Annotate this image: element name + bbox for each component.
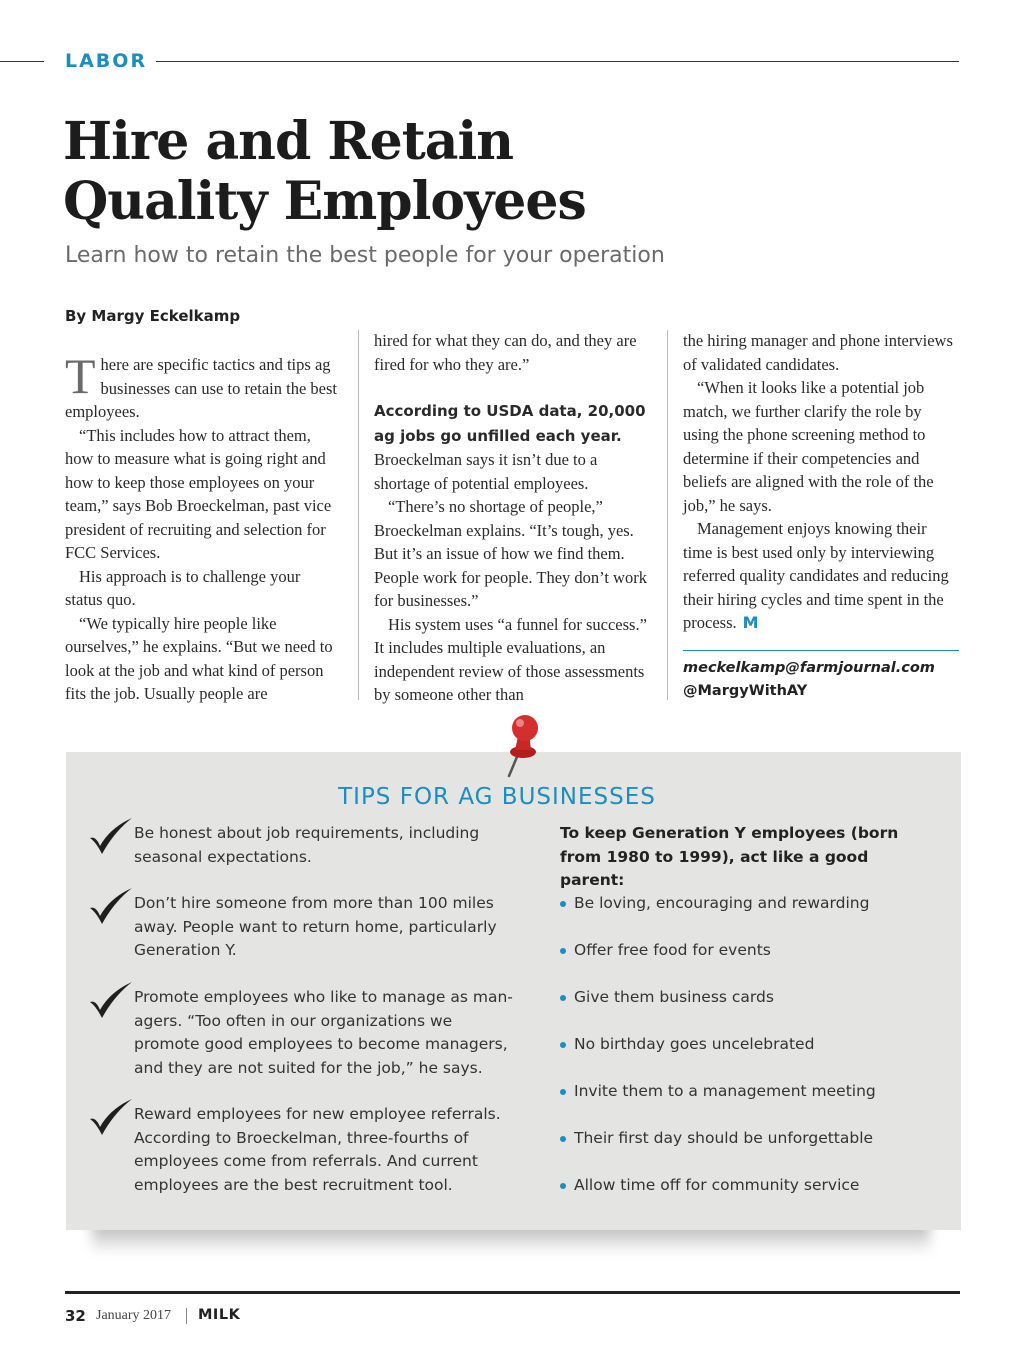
article-paragraph — [683, 517, 959, 635]
tips-title: TIPS FOR AG BUSINESSES — [338, 784, 656, 810]
section-rule-left — [0, 61, 44, 62]
checkmark-icon — [88, 886, 134, 926]
list-item: Offer free food for events — [560, 939, 876, 986]
list-item: No birthday goes uncelebrated — [560, 1033, 876, 1080]
bullet-dot-icon — [560, 1042, 566, 1048]
list-item: Their first day should be unforgettable — [560, 1127, 876, 1174]
author-email-link[interactable]: meckelkamp@farmjournal.com — [683, 660, 935, 676]
tip-item: Reward employees for new employee referrals. According to Broeckelman, three-fourths of employees come from referrals. And current employees are the best recruitment tool. — [134, 1105, 501, 1194]
footer-separator — [186, 1308, 187, 1324]
column-divider — [358, 330, 359, 700]
article-paragraph: the hiring manager and phone interviews of validated candidates. — [683, 331, 953, 374]
list-item: Be loving, encouraging and rewarding — [560, 892, 876, 939]
page-number: 32 — [65, 1307, 86, 1325]
magazine-logo: MILK — [198, 1307, 241, 1323]
article-paragraph: His approach is to challenge your status quo. — [65, 566, 301, 609]
pushpin-icon — [497, 712, 549, 780]
article-paragraph — [374, 399, 650, 495]
article-paragraph: “We typically hire people like ourselves,” he explains. “But we need to look at the job and what kind of person fits the job. Usually people are — [65, 613, 333, 703]
contact-rule — [683, 650, 959, 651]
list-item: Invite them to a management meeting — [560, 1080, 876, 1127]
headline — [63, 112, 586, 232]
article-paragraph: “There’s no shortage of people,” Broeckelman explains. “It’s tough, yes. But it’s an issue of how we find them. People work for people. They don’t work for businesses.” — [374, 497, 647, 610]
article-paragraph — [65, 348, 341, 424]
checkmark-icon — [88, 1097, 134, 1137]
subhead: Learn how to retain the best people for your operation — [65, 243, 665, 268]
bullet-dot-icon — [560, 1183, 566, 1189]
headline-line-2: Quality Employees — [63, 171, 586, 232]
article-paragraph: “When it looks like a potential job match, we further clarify the role by using the phone screening method to determine if their competencies and beliefs are aligned with the role of the job,” he says. — [683, 378, 934, 515]
bullet-dot-icon — [560, 995, 566, 1001]
article-column-3 — [683, 329, 959, 635]
checkmark-icon — [88, 816, 134, 856]
drop-cap: T — [65, 348, 96, 404]
tip-item: Be honest about job requirements, including seasonal expectations. — [134, 824, 480, 866]
bullet-dot-icon — [560, 1136, 566, 1142]
section-label: LABOR — [65, 50, 148, 72]
article-paragraph: His system uses “a funnel for success.” It includes multiple evaluations, an independent review of those assessments by someone other than — [374, 614, 647, 704]
end-mark: M — [742, 613, 759, 632]
article-paragraph: “This includes how to attract them, how to measure what is going right and how to keep those employees on your team,” says Bob Broeckelman, past vice president of recruiting and selection for FCC Services. — [65, 425, 332, 562]
checkmark-icon — [88, 980, 134, 1020]
bullet-dot-icon — [560, 1089, 566, 1095]
bullet-dot-icon — [560, 901, 566, 907]
author-social-handle[interactable]: @MargyWithAY — [683, 683, 808, 699]
tip-item: Don’t hire someone from more than 100 miles away. People want to return home, particularly Generation Y. — [134, 894, 497, 959]
footer-rule — [65, 1291, 960, 1294]
article-column-1 — [65, 348, 341, 706]
paragraph-text: Broeckelman says it isn’t due to a shortage of potential employees. — [374, 450, 598, 493]
tip-item: Promote employees who like to manage as managers. “Too often in our organizations we promote good employees to become managers, and they are not suited for the job,” he says. — [134, 988, 513, 1077]
article-column-2 — [374, 329, 650, 707]
bullet-dot-icon — [560, 948, 566, 954]
column-divider — [667, 330, 668, 700]
list-item: Allow time off for community service — [560, 1174, 876, 1221]
paragraph-text: here are specific tactics and tips ag businesses can use to retain the best employees. — [65, 355, 337, 421]
paragraph-text: Management enjoys knowing their time is best used only by interviewing referred quality candidates and reducing their hiring cycles and time spent in the process. — [683, 519, 949, 632]
issue-date: January 2017 — [96, 1308, 172, 1323]
list-item: Give them business cards — [560, 986, 876, 1033]
lead-in-bold: According to USDA data, 20,000 ag jobs go unfilled each year. — [374, 402, 646, 445]
byline: By Margy Eckelkamp — [65, 307, 241, 325]
article-paragraph: hired for what they can do, and they are fired for who they are.” — [374, 331, 637, 374]
gen-y-list — [560, 892, 876, 1221]
headline-line-1: Hire and Retain — [63, 111, 514, 172]
section-rule-right — [156, 61, 959, 62]
gen-y-intro: To keep Generation Y employees (born from 1980 to 1999), act like a good parent: — [560, 824, 899, 889]
